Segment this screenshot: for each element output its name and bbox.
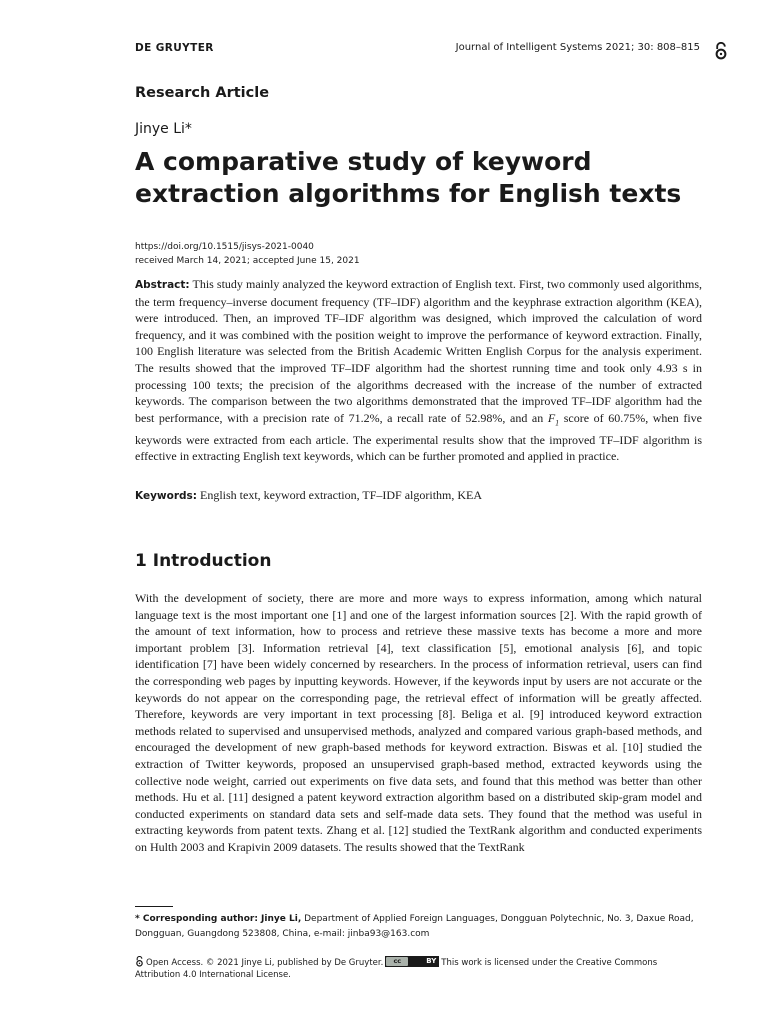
license-text-part1: Open Access. © 2021 Jinye Li, published by De Gruyter. bbox=[146, 958, 384, 968]
abstract bbox=[135, 276, 702, 465]
keywords bbox=[135, 487, 702, 504]
abstract-text-part1: This study mainly analyzed the keyword extraction of English text. First, two commonly used algorithms, the term frequency–inverse document frequency (TF–IDF) algorithm and the keyphrase extraction algorithm (KEA), were introduced. Then, an improved TF–IDF algorithm was designed, which improved the calculation of word frequency, and it was combined with the position weight to improve the performance of keyword extraction. Finally, 100 English literature was selected from the British Academic Written English Corpus for the analysis experiment. The results showed that the improved TF–IDF algorithm had the shortest running time and took only 4.93 s in processing 100 texts; the precision of the algorithms decreased with the increase of the number of extracted keywords. The comparison between the two algorithms demonstrated that the improved TF–IDF algorithm had the best performance, with a precision rate of 71.2%, a recall rate of 52.98%, and an bbox=[135, 277, 702, 425]
footnote-label: * Corresponding author: Jinye Li, bbox=[135, 914, 302, 924]
abstract-label: Abstract: bbox=[135, 279, 190, 291]
abstract-text-part2: score of 60.75%, when five keywords were extracted from each article. The experimental results show that the improved TF–IDF algorithm is effective in extracting English text keywords, which can be further promoted and applied in practice. bbox=[135, 410, 702, 464]
article-metadata bbox=[135, 240, 360, 268]
license-statement bbox=[135, 956, 702, 981]
article-type: Research Article bbox=[135, 85, 270, 101]
article-title: A comparative study of keyword extraction algorithms for English texts bbox=[135, 147, 682, 208]
author-name: Jinye Li* bbox=[135, 121, 192, 137]
open-access-icon bbox=[135, 956, 144, 967]
section-heading-introduction: 1 Introduction bbox=[135, 551, 272, 571]
footnote-divider bbox=[135, 906, 173, 907]
running-header bbox=[135, 40, 728, 58]
keywords-text: English text, keyword extraction, TF–IDF algorithm, KEA bbox=[199, 488, 483, 502]
cc-by-badge-icon[interactable]: cc BY bbox=[385, 956, 439, 967]
license-text-part2: This work is licensed under the Creative Commons Attribution 4.0 International License. bbox=[135, 958, 658, 980]
received-accepted-dates: received March 14, 2021; accepted June 15, 2021 bbox=[135, 256, 360, 266]
introduction-paragraph: With the development of society, there are more and more ways to express information, among which natural language text is the most important one [1] and one of the largest information sources [2]. With the rapid growth of the amount of text information, how to process and retrieve these massive texts has become a more and more important problem [3]. Information retrieval [4], text classification [5], emotional analysis [6], and topic identification [7] have been widely concerned by researchers. In the process of information retrieval, users can find the corresponding web pages by inputting keywords. However, if the keywords input by users are not accurate or the keywords do not appear on the corresponding page, the retrieval effect of information will be greatly affected. Therefore, keywords are very important in text processing [8]. Beliga et al. [9] introduced keyword extraction methods related to supervised and unsupervised methods, analyzed and compared various graph-based methods, and encouraged the development of new graph-based methods for keyword extraction. Biswas et al. [10] studied the extraction of Twitter keywords, proposed an unsupervised graph-based method, extracted keywords using the collective node weight, carried out experiments on five data sets, and found that this method was better than other methods. Hu et al. [11] designed a patent keyword extraction algorithm based on a distributed skip-gram model and conducted experiments on standard data sets and self-made data sets. They found that the method was useful in extracting keywords from patent texts. Zhang et al. [12] studied the TextRank algorithm and conducted experiments on Hulth 2003 and Krapivin 2009 datasets. The results showed that the TextRank bbox=[135, 591, 702, 854]
keywords-label: Keywords: bbox=[135, 490, 197, 502]
footnote-text: Department of Applied Foreign Languages, Dongguan Polytechnic, No. 3, Daxue Road, Dongguan, Guangdong 523808, China, e-mail: jinba93@163.com bbox=[135, 914, 694, 939]
corresponding-author-footnote bbox=[135, 912, 702, 942]
publisher-name: DE GRUYTER bbox=[135, 42, 214, 54]
doi-link[interactable]: https://doi.org/10.1515/jisys-2021-0040 bbox=[135, 242, 314, 252]
f1-symbol: $F_1$ bbox=[547, 410, 560, 428]
open-access-icon bbox=[714, 42, 728, 60]
journal-citation: Journal of Intelligent Systems 2021; 30: 808–815 bbox=[455, 42, 700, 53]
